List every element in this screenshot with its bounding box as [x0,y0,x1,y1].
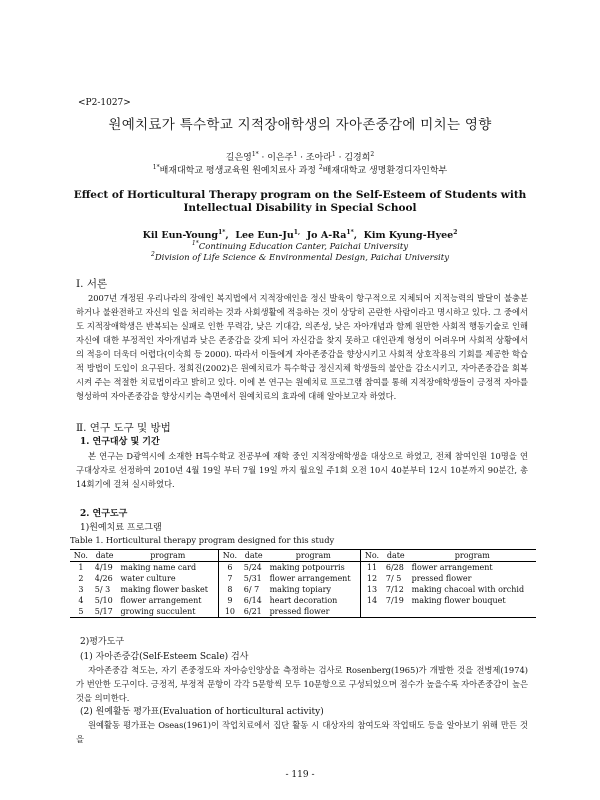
table-row: 2 4/26 water culture 7 5/31 flower arrangement 12 7/ 5 pressed flower [78,574,472,583]
subjects-text [76,449,528,491]
page-number: - 119 - [285,770,315,780]
subsection-heading: 1. 연구대상 및 기간 [80,437,160,447]
table-row: 5 5/17 growing succulent 10 6/21 pressed flower [70,606,536,618]
item-heading: (1) 자아존중감(Self-Esteem Scale) 검사 [80,652,249,662]
paragraph: 2007년 개정된 우리나라의 장애인 복지법에서 지적장애인을 정신 발육이 항구적으로 지체되어 지적능력의 발달이 불충분하거나 불완전하고 자신의 일을 처리하는 것과 사회생활에 적응하는 것이 상당히 곤란한 사람이라고 명시하고 있다. 그 중에서도 지적장애학생은 반복되는 실패로 인한 무력감, 낮은 기대감, 의존성, 낮은 자아개념과 함께 원만한 사회적 행동기술로 인해 자신에 대한 부정적인 자아개념과 낮은 존중감을 갖게 되어 자신감을 찾지 못하고 대인관계 형성이 어려우며 사회적 상황에서의 적응이 더욱더 어렵다(이숙희 등 2000). 따라서 이들에게 자아존중감을 향상시키고 사회적 상호작용의 기회를 제공한 학습적 방법이 도입이 요구된다. 정희진(2002)은 원예치료가 특수학급 정신지체 학생들의 불안을 감소시키고, 자아존중감을 회복시켜 주는 적절한 치료법이라고 밝히고 있다. 이에 본 연구는 원예치료 프로그램 참여를 통해 지적장애학생들이 긍정적 자아를 형성하여 자아존중감을 향상시키는 측면에서 원예치료의 효과에 대해 알아보고자 하였다. [76,293,528,401]
author-name: 길은영 [225,153,252,163]
paragraph: 원예활동 평가표는 Oseas(1961)이 작업치료에서 집단 활동 시 대상자의 참여도와 작업태도 등을 알아보기 위해 만든 것을 [76,720,528,744]
author-name: 조아라 [305,153,332,163]
evaluation-text [76,718,528,746]
table-caption: Table 1. Horticultural therapy program designed for this study [70,535,335,545]
korean-authors: 길은영$^{1*}$ · 이은주$^1$ · 조아라$^1$ · 김경희$^2$ [225,151,375,163]
program-table [70,549,536,618]
item-heading: (2) 원예활동 평가표(Evaluation of horticultural activity) [80,707,324,717]
korean-title: 원예치료가 특수학교 지적장애학생의 자아존중감에 미치는 영향 [108,117,492,133]
section-heading-introduction: Ⅰ. 서론 [76,278,108,290]
paper-code: <P2-1027> [78,98,131,108]
sub-subsection-heading: 2)평가도구 [80,637,125,647]
section-heading-methods: Ⅱ. 연구 도구 및 방법 [76,422,171,434]
table-row: 1 4/19 making name card 6 5/24 making potpourris 11 6/28 flower arrangement [78,563,493,572]
korean-affiliation: $^{1*}$배재대학교 평생교육원 원예치료사 과정 $^2$배재대학교 생명환경디자인학부 [152,164,448,176]
table-row: 3 5/ 3 making flower basket 8 6/ 7 making topiary 13 7/12 making chacoal with orchid [78,585,525,594]
sub-subsection-heading: 1)원예치료 프로그램 [80,523,162,533]
table-row: 4 5/10 flower arrangement 9 6/14 heart decoration 14 7/19 making flower bouquet [78,596,506,605]
self-esteem-text [76,663,528,705]
author-name: 김경희 [344,153,371,163]
introduction-text [76,291,528,403]
paragraph: 본 연구는 D광역시에 소재한 H특수학교 전공부에 재학 중인 지적장애학생을 대상으로 하였고, 전체 참여인원 10명을 연구대상자로 선정하여 2010년 4월 19일 부터 7월 19일 까지 월요일 주1회 오전 10시 40분부터 12시 10분까지 90분간, 총 14회기에 걸쳐 실시하였다. [76,451,528,489]
english-affiliations: $^{1*}$Continuing Education Canter, Paichai University $^2$Division of Life Science & Environmental Design, Paichai University [151,240,449,263]
subsection-heading: 2. 연구도구 [80,509,128,519]
english-authors: Kil Eun-Young$^{1*}$, Lee Eun-$Ju^{1,}$ Jo $A-Ra^{1*}$, Kim Kyung-Hyee$^2$ [142,228,458,241]
author-name: 이은주 [267,153,294,163]
paragraph: 자아존중감 척도는, 자기 존중정도와 자아승인양상을 측정하는 검사로 Rosenberg(1965)가 개발한 것을 전병제(1974)가 번안한 도구이다. 긍정적, 부정적 문항이 각각 5문항씩 모두 10문항으로 구성되었으며 점수가 높을수록 자아존중감이 높은 것을 의미한다. [76,665,528,703]
table-header-row: No. date program No. date program No. date program [70,550,536,562]
english-title: Effect of Horticultural Therapy program on the Self-Esteem of Students with Intellectual Disability in Special School [73,189,527,214]
